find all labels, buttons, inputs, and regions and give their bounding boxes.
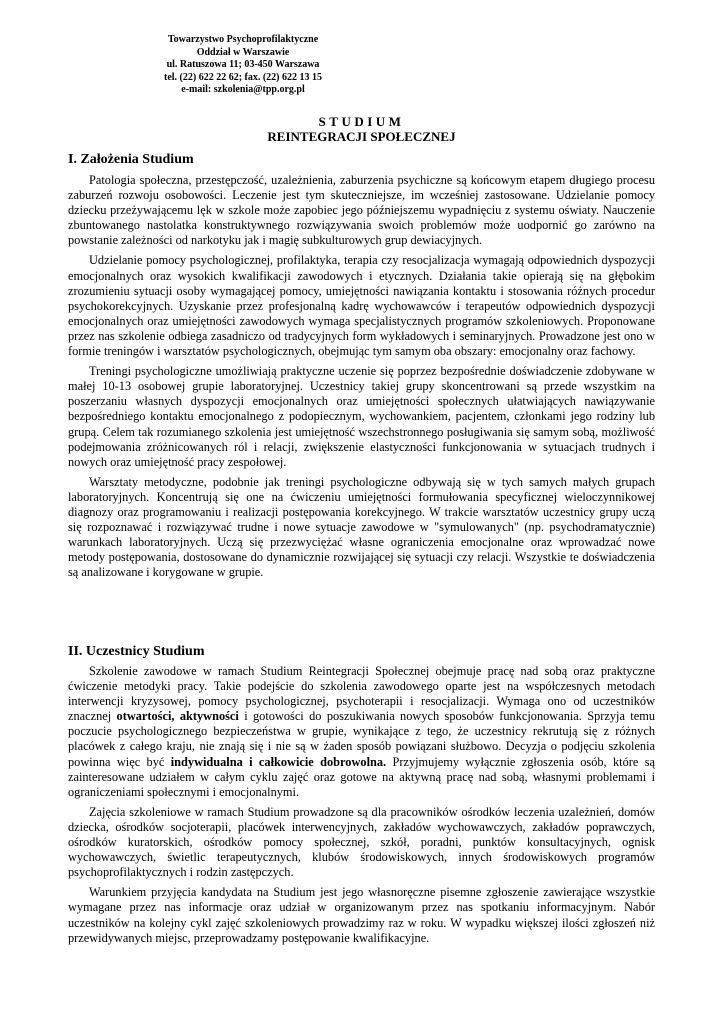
org-phone-fax: tel. (22) 622 22 62; fax. (22) 622 13 15 (163, 71, 323, 83)
paragraph: Treningi psychologiczne umożliwiają praktyczne uczenie się poprzez bezpośrednie doświadczenie zdobywane w małej 10-13 osobowej grupie laboratoryjnej. Uczestnicy takiej grupy skoncentrowani są przede wszystkim na poszerzaniu własnych dyspozycji emocjonalnych oraz umiejętności społecznych ułatwiających nawiązywanie bezpośredniego kontaktu emocjonalnego z podopiecznym, wychowankiem, pacjentem, członkami jego rodziny lub grupą. Celem tak rozumianego szkolenia jest umiejętność wszechstronnego posługiwania się samym sobą, możliwość podejmowania zróżnicowanych ról i relacji, zwiększenie elastyczności funkcjonowania w sytuacjach trudnych i nowych oraz umiejętność pracy zespołowej. (68, 364, 655, 469)
title-line-2: REINTEGRACJI SPOŁECZNEJ (267, 129, 456, 144)
paragraph (68, 664, 655, 800)
org-email: e-mail: szkolenia@tpp.org.pl (181, 84, 305, 95)
org-name: Towarzystwo Psychoprofilaktyczne (167, 34, 319, 45)
text-run: Przyjmujemy wyłącznie zgłoszenia osób, które są zainteresowane udziałem w całym cyklu zajęć oraz gotowe na aktywną pracę nad sobą, własnymi problemami i ograniczeniami społecznymi i emocjonalnymi. (68, 754, 655, 799)
paragraph: Warunkiem przyjęcia kandydata na Studium jest jego własnoręczne pisemne zgłoszenie zawierające wszystkie wymagane przez nas informacje oraz udział w organizowanym przez nas spotkaniu informacyjnym. Nabór uczestników na kolejny cykl zajęć szkoleniowych prowadzimy raz w roku. W wypadku większej ilości zgłoszeń niż przewidywanych miejsc, przeprowadzamy postępowanie kwalifikacyjne. (68, 885, 655, 945)
paragraph: Patologia społeczna, przestępczość, uzależnienia, zaburzenia psychiczne są końcowym etapem długiego procesu zaburzeń rozwoju osobowości. Leczenie jest tym skuteczniejsze, im wcześniej zastosowane. Udzielanie pomocy dziecku przeżywającemu lęk w szkole może zapobiec jego późniejszemu wypadnięciu z systemu oświaty. Nauczenie zbuntowanego nastolatka konstruktywnego rozwiązywania swoich problemów może uodpornić go zarówno na powstanie zależności od narkotyku jak i magię subkulturowych grup dewiacyjnych. (68, 173, 655, 248)
document-title (68, 114, 655, 144)
text-run: i gotowości do poszukiwania nowych sposobów funkcjonowania. Sprzyja temu poczucie psychologicznego bezpieczeństwa w grupie, wynikające z tego, że uczestnicy rekrutują się z różnych placówek z całego kraju, nie znają się i nie są w żaden sposób powiązani służbowo. Decyzja o podjęciu szkolenia powinna więc być (68, 709, 655, 769)
text-run: Szkolenie zawodowe w ramach Studium Reintegracji Społecznej obejmuje pracę nad sobą oraz praktyczne ćwiczenie metodyki pracy. Takie podejście do szkolenia zawodowego oparte jest na współczesnych metodach interwencji kryzysowej, pomocy psychologicznej, psychoterapii i resocjalizacji. Wymaga ono od uczestników znacznej (68, 664, 655, 724)
org-branch: Oddział w Warszawie (196, 46, 290, 58)
section-participants (68, 643, 655, 946)
organization-header (108, 34, 378, 97)
emphasis-text: indywidualna i całkowicie dobrowolna. (170, 754, 387, 769)
org-address: ul. Ratuszowa 11; 03-450 Warszawa (166, 59, 320, 70)
paragraph: Udzielanie pomocy psychologicznej, profilaktyka, terapia czy resocjalizacja wymagają odpowiednich dyspozycji emocjonalnych oraz wysokich kwalifikacji zawodowych i etycznych. Działania takie opierają się na głębokim zrozumieniu sytuacji osoby wymagającej pomocy, umiejętności nawiązania kontaktu i stosowania różnych procedur psychokorekcyjnych. Uzyskanie przez profesjonalną kadrę wychowawców i terapeutów odpowiednich dyspozycji emocjonalnych oraz umiejętności zawodowych wymaga specjalistycznych programów szkoleniowych. Proponowane przez nas szkolenie odbiega zasadniczo od tradycyjnych form wykładowych i seminaryjnych. Prowadzone jest ono w formie treningów i warsztatów psychologicznych, obejmując tym samym oba obszary: emocjonalny oraz fachowy. (68, 253, 655, 359)
section-heading: I. Założenia Studium (68, 152, 194, 167)
emphasis-text: otwartości, aktywności (116, 709, 239, 724)
section-heading: II. Uczestnicy Studium (68, 644, 205, 659)
paragraph: Zajęcia szkoleniowe w ramach Studium prowadzone są dla pracowników ośrodków leczenia uzależnień, domów dziecka, ośrodków socjoterapii, placówek interwencyjnych, zakładów wychowawczych, zakładów poprawczych, ośrodków kuratorskich, ośrodków pomocy społecznej, szkół, poradni, punktów konsultacyjnych, ognisk wychowawczych, świetlic terapeutycznych, klubów środowiskowych, innych środowiskowych programów psychoprofilaktycznych i rodzin zastępczych. (68, 804, 655, 880)
section-assumptions (68, 151, 655, 580)
paragraph: Warsztaty metodyczne, podobnie jak treningi psychologiczne odbywają się w tych samych małych grupach laboratoryjnych. Koncentrują się one na ćwiczeniu umiejętności formułowania specyficznej wieloczynnikowej diagnozy oraz programowaniu i realizacji postępowania korekcyjnego. W trakcie warsztatów uczestnicy grupy uczą się rozpoznawać i rozwiązywać trudne i nowe sytuacje zawodowe w "symulowanych" (np. psychodramatycznie) warunkach laboratoryjnych. Uczą się przezwyciężać własne ograniczenia emocjonalne oraz wprowadzać nowe metody postępowania, dostosowane do dynamicznie rozwijającej się sytuacji czy relacji. Wszystkie te doświadczenia są analizowane i korygowane w grupie. (68, 474, 655, 580)
title-line-1: STUDIUM (318, 114, 405, 129)
